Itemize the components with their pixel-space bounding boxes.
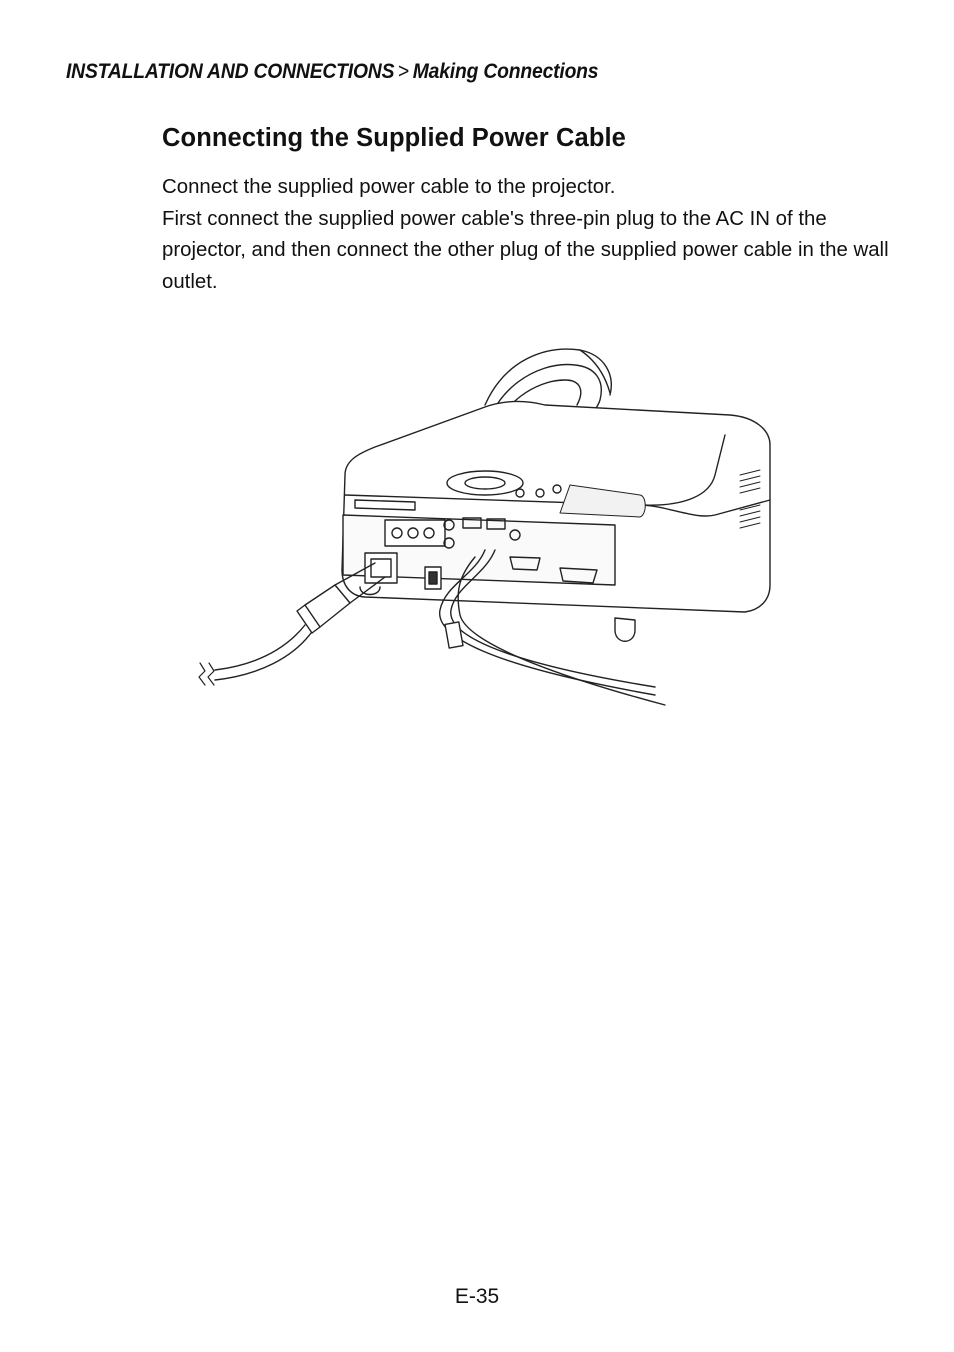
header-separator: >: [397, 60, 410, 83]
header-section: INSTALLATION AND CONNECTIONS: [66, 60, 395, 83]
page-number: E-35: [454, 1285, 500, 1308]
paragraph-intro: Connect the supplied power cable to the projector.: [162, 176, 616, 198]
running-header: [66, 60, 598, 84]
projector-body: [342, 401, 770, 641]
body-text: [162, 172, 902, 298]
control-pad: [447, 471, 523, 495]
projector-power-cable-illustration: [185, 335, 785, 730]
power-plug: [305, 585, 350, 627]
section-title: Connecting the Supplied Power Cable: [162, 124, 626, 152]
header-subsection: Making Connections: [412, 60, 599, 83]
paragraph-instructions: First connect the supplied power cable's three-pin plug to the AC IN of the projector, and then connect the other plug of the supplied power cable in the wall outlet.: [162, 207, 889, 293]
